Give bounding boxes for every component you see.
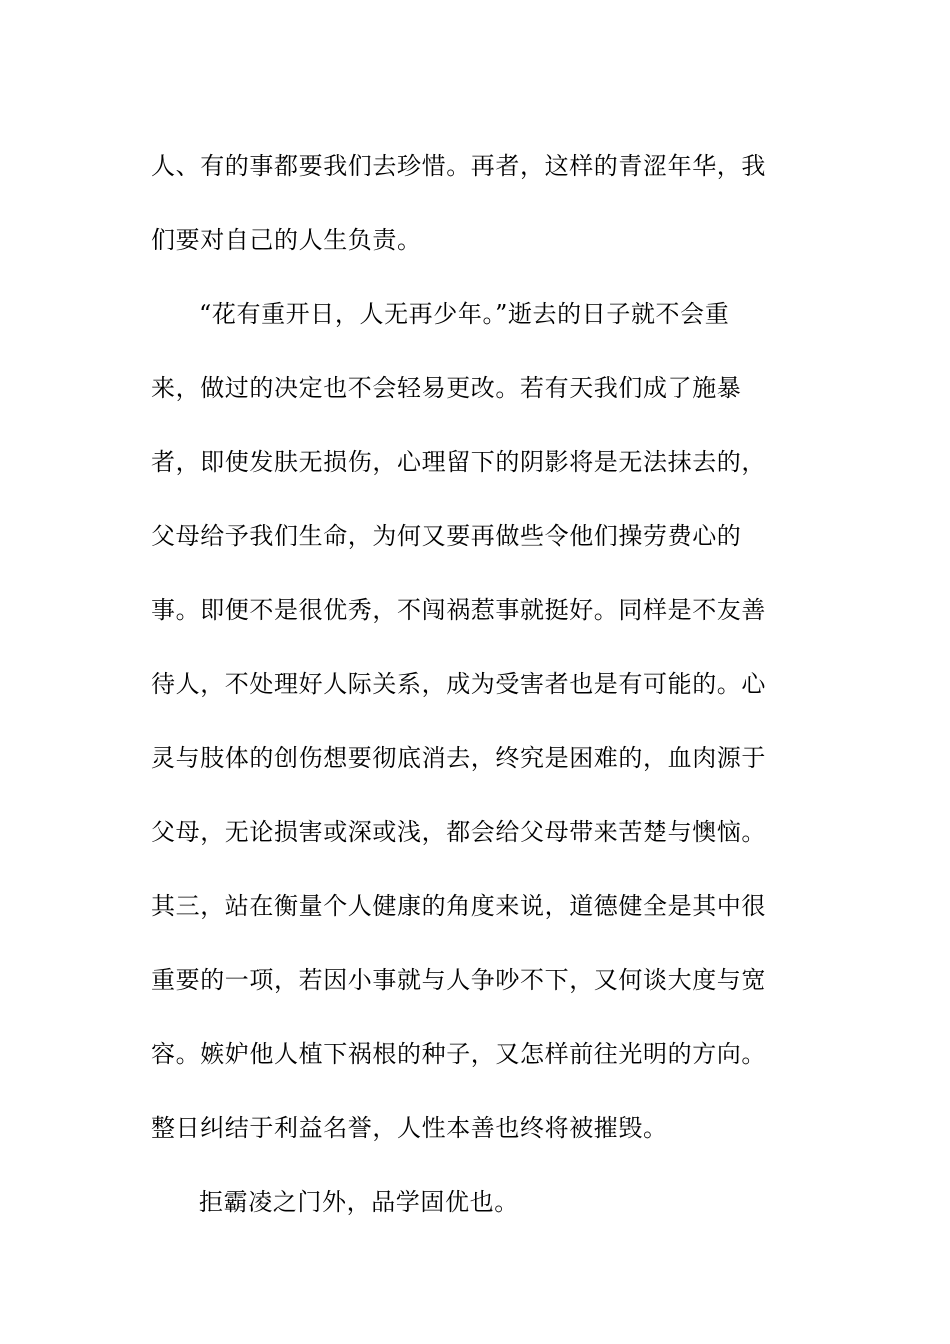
paragraph-start-line: 拒霸凌之门外，品学固优也。: [199, 1188, 519, 1216]
text-line: 来，做过的决定也不会轻易更改。若有天我们成了施暴: [151, 374, 742, 402]
text-line: 事。即便不是很优秀，不闯祸惹事就挺好。同样是不友善: [151, 596, 766, 624]
text-line: 们要对自己的人生负责。: [151, 226, 422, 254]
text-line: 者，即使发肤无损伤，心理留下的阴影将是无法抹去的，: [151, 448, 766, 476]
text-line: 容。嫉妒他人植下祸根的种子，又怎样前往光明的方向。: [151, 1040, 766, 1068]
text-line: 父母，无论损害或深或浅，都会给父母带来苦楚与懊恼。: [151, 818, 766, 846]
text-line: 人、有的事都要我们去珍惜。再者，这样的青涩年华，我: [151, 152, 766, 180]
paragraph-start-line: “花有重开日，人无再少年。”逝去的日子就不会重: [199, 300, 730, 328]
text-line: 整日纠结于利益名誉，人性本善也终将被摧毁。: [151, 1114, 668, 1142]
text-line: 灵与肢体的创伤想要彻底消去，终究是困难的，血肉源于: [151, 744, 766, 772]
text-line: 待人，不处理好人际关系，成为受害者也是有可能的。心: [151, 670, 766, 698]
text-line: 父母给予我们生命，为何又要再做些令他们操劳费心的: [151, 522, 742, 550]
text-line: 重要的一项，若因小事就与人争吵不下，又何谈大度与宽: [151, 966, 766, 994]
body-text: [151, 129, 796, 1239]
text-line: 其三，站在衡量个人健康的角度来说，道德健全是其中很: [151, 892, 766, 920]
